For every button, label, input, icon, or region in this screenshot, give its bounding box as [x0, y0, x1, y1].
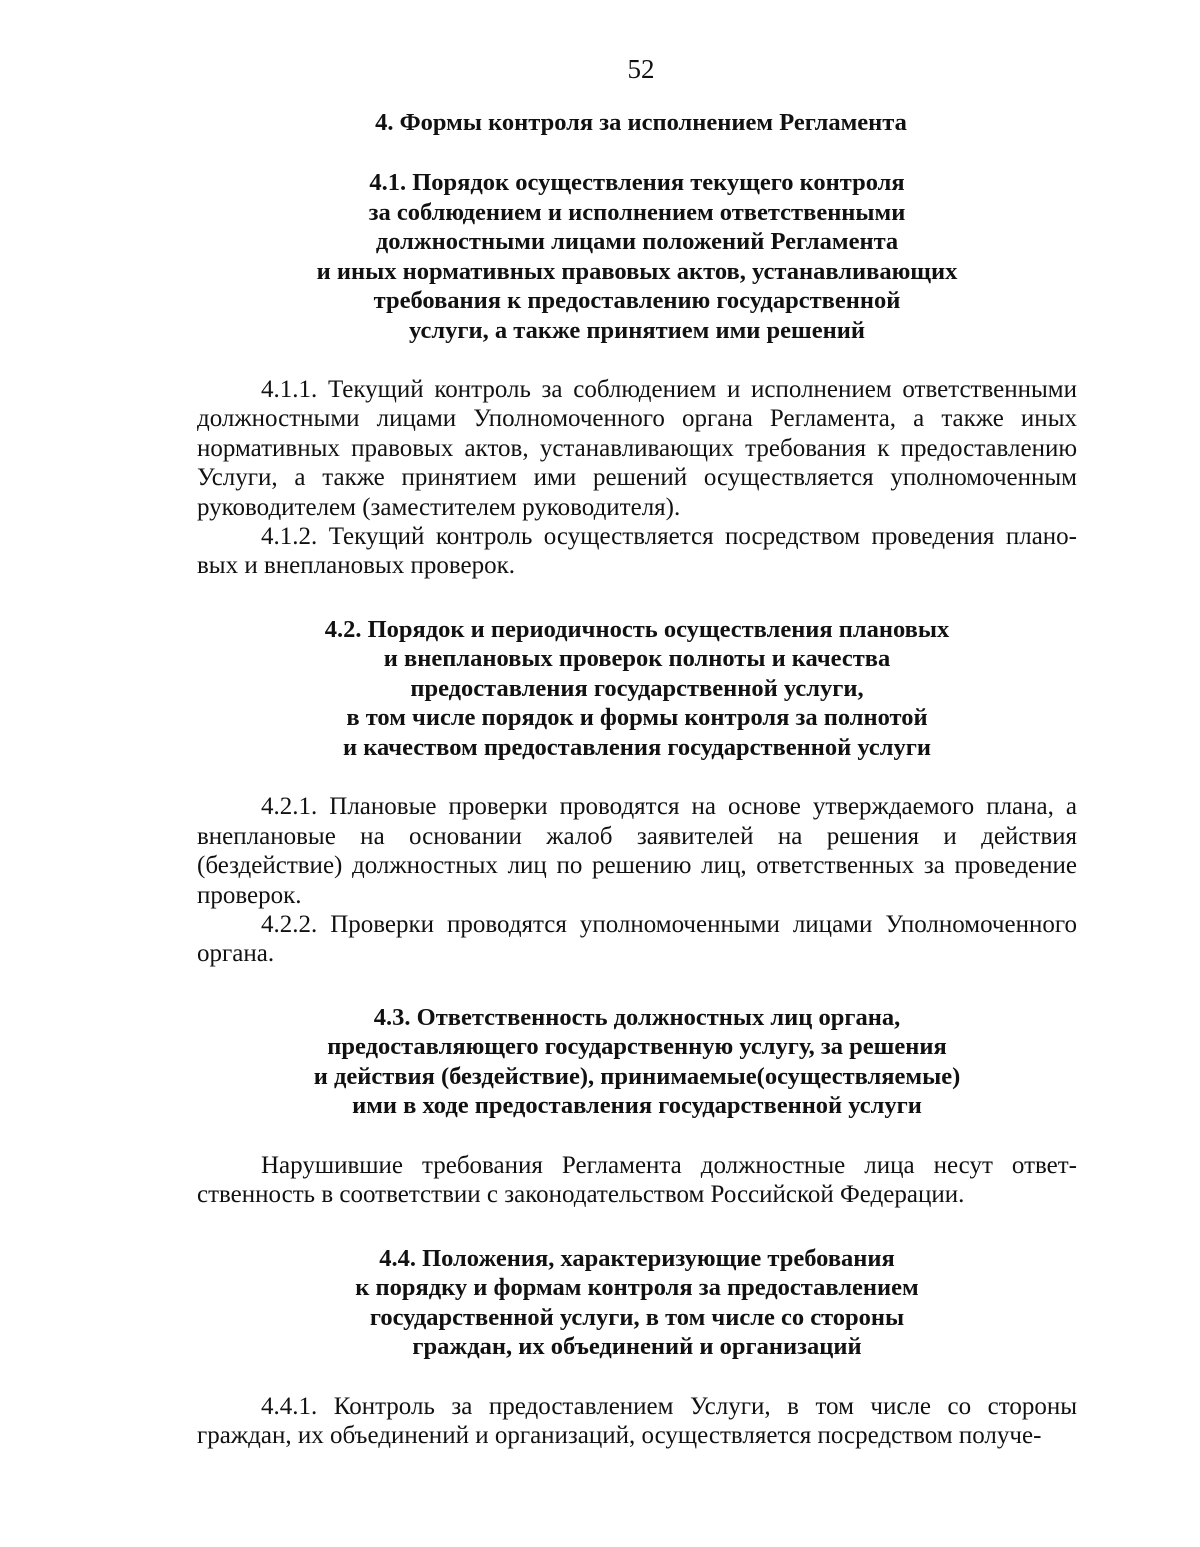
- section-4-2-heading-block: [197, 615, 1077, 763]
- section-heading: [197, 615, 1077, 763]
- section-heading-line: в том числе порядок и формы контроля за полнотой: [346, 704, 928, 732]
- section-heading-line: 4.4. Положения, характеризующие требования: [379, 1244, 895, 1272]
- section-4-1-heading-block: [197, 168, 1077, 345]
- section-heading-line: 4.2. Порядок и периодичность осуществления плановых: [324, 615, 950, 643]
- section-heading-line: должностными лицами положений Регламента: [375, 228, 899, 255]
- section-heading-line: 4.3. Ответственность должностных лиц органа,: [373, 1003, 901, 1031]
- section-4-3-heading-block: [197, 1003, 1077, 1121]
- section-heading-line: требования к предоставлению государственной: [373, 287, 901, 314]
- paragraph-4-3: Нарушившие требования Регламента должностные лица несут ответственность в соответствии с законодательством Российской Федерации.: [197, 1151, 1077, 1209]
- document-page: [197, 50, 1077, 1450]
- paragraph-4-4-1: 4.4.1. Контроль за предоставлением Услуги, в том числе со стороны граждан, их объединений и организаций, осуществляется посредством получе-: [197, 1392, 1077, 1449]
- section-heading-line: ими в ходе предоставления государственной услуги: [352, 1092, 922, 1120]
- chapter-title: 4. Формы контроля за исполнением Регламента: [375, 109, 907, 136]
- section-heading: [197, 168, 1077, 345]
- section-heading-line: граждан, их объединений и организаций: [412, 1333, 862, 1361]
- section-heading-line: и иных нормативных правовых актов, устанавливающих: [316, 257, 958, 285]
- section-heading-line: за соблюдением и исполнением ответственными: [368, 198, 906, 226]
- section-heading: [197, 1003, 1077, 1121]
- paragraph-4-2-1: 4.2.1. Плановые проверки проводятся на основе утверждаемого плана, а внеплановые на основании жалоб заявителей на решения и действия (бездействие) должностных лиц по решению лиц, ответственных за проведение проверок.: [197, 793, 1077, 909]
- paragraph-4-2-2: 4.2.2. Проверки проводятся уполномоченными лицами Уполномоченного органа.: [197, 910, 1077, 968]
- section-heading-line: к порядку и формам контроля за предоставлением: [355, 1274, 919, 1302]
- section-heading-line: и качеством предоставления государственной услуги: [343, 733, 931, 761]
- section-heading-line: услуги, а также принятием ими решений: [409, 316, 865, 344]
- section-heading: [197, 1244, 1077, 1362]
- section-heading-line: государственной услуги, в том числе со стороны: [369, 1303, 905, 1331]
- section-heading-line: и внеплановых проверок полноты и качества: [383, 645, 891, 673]
- section-heading-line: предоставляющего государственную услугу, за решения: [327, 1033, 947, 1061]
- section-heading-line: и действия (бездействие), принимаемые(осуществляемые): [313, 1062, 961, 1090]
- page-number: 52: [627, 54, 655, 84]
- section-4-4-heading-block: [197, 1244, 1077, 1362]
- section-heading-line: предоставления государственной услуги,: [410, 674, 864, 702]
- section-heading-line: 4.1. Порядок осуществления текущего контроля: [369, 169, 905, 196]
- paragraph-4-1-1: 4.1.1. Текущий контроль за соблюдением и исполнением ответственными должностными лицами Уполномоченного органа Регламента, а также иных нормативных правовых актов, устанавливающих требования к предоставлению Услуги, а также принятием ими решений осуществляется уполномоченным руководителем (заместителем руководителя).: [197, 376, 1077, 521]
- paragraph-4-1-2: 4.1.2. Текущий контроль осуществляется посредством проведения плановых и внеплановых проверок.: [197, 523, 1077, 580]
